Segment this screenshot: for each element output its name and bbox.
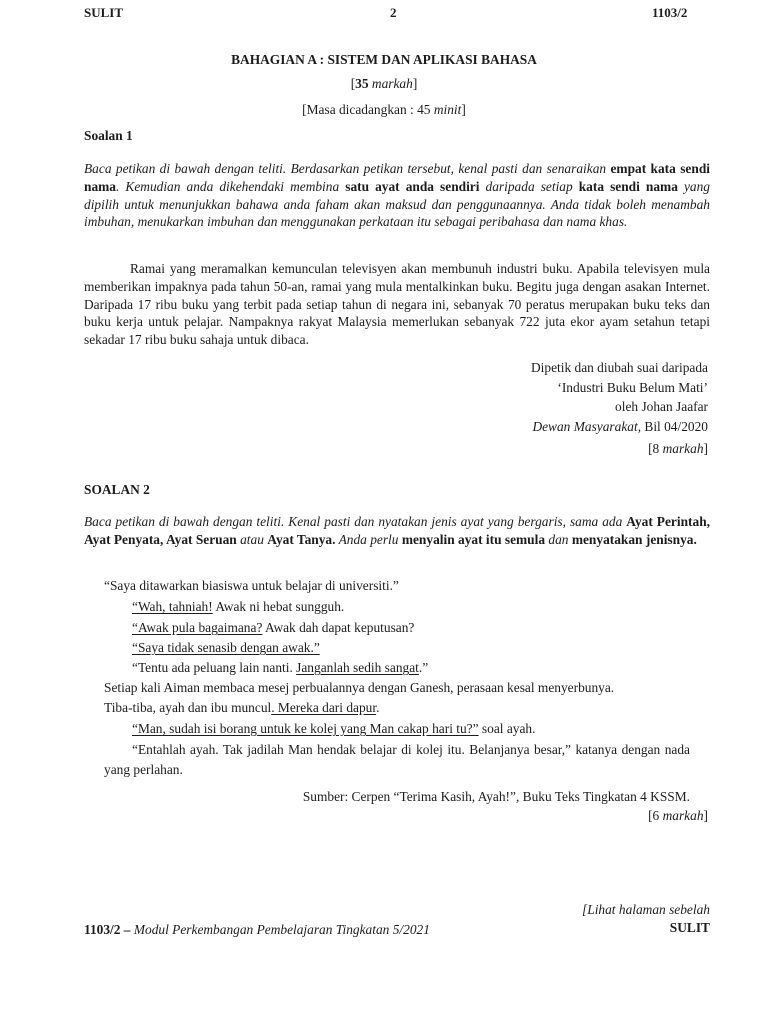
q1-passage: Ramai yang meramalkan kemunculan televisyen akan membunuh industri buku. Apabila televisyen mula memberikan impaknya pada tahun 50-an, ramai yang mula mentalkinkan buku. Begitu juga dengan asakan Internet. Daripada 17 ribu buku yang terbit pada setiap tahun di negara ini, sebanyak 70 peratus merupakan buku teks dan buku kerja untuk pelajar. Nampaknya rakyat Malaysia memerlukan sebanyak 722 juta ekor ayam setahun tetapi sekadar 17 ribu buku sahaja untuk dibaca. xyxy=(84,261,710,348)
section-marks: [35 markah] xyxy=(350,76,418,91)
q1-instr-g: yang dipilih untuk menunjukkan bahawa anda faham akan maksud dan penggunaannya. Anda tidak boleh menambah imbuhan, menukarkan imbuhan dan menggunakan perkataan itu sebagai peribahasa dan nama khas. xyxy=(84,178,710,230)
q2-source: Sumber: Cerpen “Terima Kasih, Ayah!”, Buku Teks Tingkatan 4 KSSM. xyxy=(302,789,690,804)
narration-line-7-pre: Tiba-tiba, ayah dan ibu muncul xyxy=(104,700,272,715)
underlined-sentence-6: “Man, sudah isi borang untuk ke kolej yang Man cakap hari tu?” xyxy=(132,721,479,736)
dialogue-line-3-rest: Awak dah dapat keputusan? xyxy=(262,620,415,635)
underlined-sentence-5: . Mereka dari dapur xyxy=(271,700,377,715)
dialogue-line-3 xyxy=(132,620,414,636)
underlined-sentence-1: “Wah, tahniah! xyxy=(132,599,213,614)
header-sulit: SULIT xyxy=(84,5,124,20)
q1-instructions xyxy=(84,160,710,231)
q2-instr-b: Ayat Perintah, Ayat Penyata, Ayat Seruan xyxy=(84,514,710,547)
q1-instr-f: kata sendi nama xyxy=(578,178,678,194)
q1-instr-c: . Kemudian anda dikehendaki membina xyxy=(116,178,346,194)
q2-instr-f: menyalin ayat itu semula xyxy=(401,531,546,547)
q2-heading: SOALAN 2 xyxy=(84,482,150,497)
q1-source-line4 xyxy=(400,417,708,437)
q2-marks-number: [6 xyxy=(648,808,663,823)
dialogue-line-5 xyxy=(132,660,428,676)
footer-sulit: SULIT xyxy=(669,920,710,935)
q1-marks: [8 markah] xyxy=(648,441,708,456)
page-number: 2 xyxy=(390,5,397,20)
q1-source-magazine: Dewan Masyarakat xyxy=(532,418,638,434)
underlined-sentence-3: “Saya tidak senasib dengan awak.” xyxy=(132,640,320,655)
q2-instr-d: Ayat Tanya. xyxy=(267,531,336,547)
dialogue-line-8 xyxy=(132,721,535,737)
narration-line-6: Setiap kali Aiman membaca mesej perbualannya dengan Ganesh, perasaan kesal menyerbunya. xyxy=(104,680,615,695)
underlined-sentence-4: Janganlah sedih sangat xyxy=(296,660,419,675)
narration-line-7-post: . xyxy=(376,700,380,715)
footer-module-name: Modul Perkembangan Pembelajaran Tingkatan 5/2021 xyxy=(133,922,430,937)
section-time-unit: minit xyxy=(433,102,462,117)
q1-instr-e: daripada setiap xyxy=(479,178,579,194)
dialogue-line-2 xyxy=(132,599,344,615)
q2-instructions xyxy=(84,513,710,549)
q2-instr-e: Anda perlu xyxy=(335,531,402,547)
q1-instr-b: empat kata sendi nama xyxy=(84,161,710,194)
q1-source xyxy=(400,358,708,436)
q1-heading: Soalan 1 xyxy=(84,128,133,143)
q1-marks-number: [8 xyxy=(648,441,663,456)
q1-source-line2: ‘Industri Buku Belum Mati’ xyxy=(557,379,708,395)
header-code: 1103/2 xyxy=(652,5,688,20)
dialogue-line-1: “Saya ditawarkan biasiswa untuk belajar di universiti.” xyxy=(104,578,399,593)
section-marks-word: markah xyxy=(371,76,413,91)
q2-instr-a: Baca petikan di bawah dengan teliti. Kenal pasti dan nyatakan jenis ayat yang bergaris, sama ada xyxy=(84,514,627,529)
q2-instr-g: dan xyxy=(545,531,572,547)
section-time: [Masa dicadangkan : 45 minit] xyxy=(302,102,466,117)
q1-instr-a: Baca petikan di bawah dengan teliti. Berdasarkan petikan tersebut, kenal pasti dan senaraikan xyxy=(84,161,611,176)
q2-instr-c: atau xyxy=(236,531,268,547)
section-marks-number: 35 xyxy=(355,76,369,91)
dialogue-line-4 xyxy=(132,640,320,656)
footer-module xyxy=(84,922,430,938)
dialogue-line-2-rest: Awak ni hebat sungguh. xyxy=(212,599,345,614)
dialogue-line-5-pre: “Tentu ada peluang lain nanti. xyxy=(132,660,297,675)
narration-line-7 xyxy=(104,700,379,716)
section-time-label: [Masa dicadangkan : 45 xyxy=(302,102,434,117)
q1-source-issue: , Bil 04/2020 xyxy=(637,418,708,434)
footer-next-page: [Lihat halaman sebelah xyxy=(582,902,710,917)
underlined-sentence-2: “Awak pula bagaimana? xyxy=(132,620,263,635)
q2-instr-h: menyatakan jenisnya. xyxy=(571,531,697,547)
q1-source-line3: oleh Johan Jaafar xyxy=(615,399,708,414)
q1-instr-d: satu ayat anda sendiri xyxy=(345,178,480,194)
q1-marks-word: markah xyxy=(662,441,704,456)
q2-marks: [6 markah] xyxy=(648,808,708,823)
dialogue-line-9: “Entahlah ayah. Tak jadilah Man hendak belajar di kolej itu. Belanjanya besar,” katanya dengan nada yang perlahan. xyxy=(104,742,690,777)
footer-code: 1103/2 – xyxy=(84,922,134,937)
q2-marks-word: markah xyxy=(662,808,704,823)
section-title: BAHAGIAN A : SISTEM DAN APLIKASI BAHASA xyxy=(231,52,537,67)
dialogue-line-5-post: .” xyxy=(418,660,429,675)
dialogue-line-8-rest: soal ayah. xyxy=(478,721,536,736)
q1-source-line1: Dipetik dan diubah suai daripada xyxy=(530,360,708,375)
